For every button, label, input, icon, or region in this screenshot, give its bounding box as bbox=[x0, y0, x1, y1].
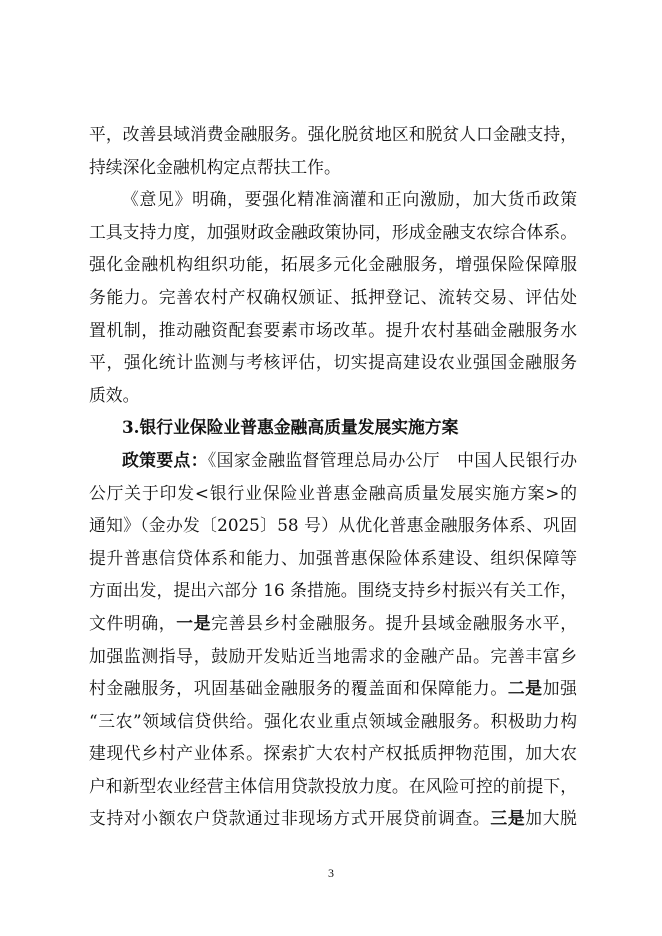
text-line bbox=[89, 444, 577, 477]
text-line: 工具支持力度，加强财政金融政策协同，形成金融支农综合体系。 bbox=[89, 221, 577, 242]
text-span: 《国家金融监督管理总局办公厅 中国人民银行办 bbox=[207, 449, 577, 470]
text-line: 方面出发，提出六部分 16 条措施。围绕支持乡村振兴有关工作， bbox=[89, 580, 577, 601]
text-line: 平，强化统计监测与考核评估，切实提高建设农业强国金融服务 bbox=[89, 352, 577, 373]
text-line: 务能力。完善农村产权确权颁证、抵押登记、流转交易、评估处 bbox=[89, 286, 577, 307]
section-heading: 3.银行业保险业普惠金融高质量发展实施方案 bbox=[122, 417, 459, 438]
text-line: 加强监测指导，鼓励开发贴近当地需求的金融产品。完善丰富乡 bbox=[89, 645, 577, 666]
body-text bbox=[89, 118, 577, 835]
text-line bbox=[89, 802, 577, 835]
text-line: 公厅关于印发<银行业保险业普惠金融高质量发展实施方案>的 bbox=[89, 482, 577, 503]
bold-marker: 三是 bbox=[490, 808, 526, 829]
bold-marker: 二是 bbox=[507, 678, 543, 699]
page-number: 3 bbox=[328, 866, 334, 880]
text-line: 提升普惠信贷体系和能力、加强普惠保险体系建设、组织保障等 bbox=[89, 547, 577, 568]
text-line: 强化金融机构组织功能，拓展多元化金融服务，增强保险保障服 bbox=[89, 254, 577, 275]
text-line: 《意见》明确，要强化精准滴灌和正向激励，加大货币政策 bbox=[122, 189, 577, 210]
text-span: 加强 bbox=[542, 678, 577, 699]
text-span: 加大脱 bbox=[525, 808, 577, 829]
text-span: 完善县乡村金融服务。提升县域金融服务水平， bbox=[211, 612, 577, 633]
text-line: 质效。 bbox=[89, 384, 140, 405]
text-line: 平，改善县域消费金融服务。强化脱贫地区和脱贫人口金融支持， bbox=[89, 124, 577, 144]
text-line: 置机制，推动融资配套要素市场改革。提升农村基础金融服务水 bbox=[89, 319, 577, 340]
text-line: “三农”领域信贷供给。强化农业重点领域金融服务。积极助力构 bbox=[89, 710, 577, 731]
text-span: 文件明确， bbox=[89, 612, 177, 633]
policy-label: 政策要点： bbox=[122, 449, 208, 470]
text-span: 村金融服务，巩固基础金融服务的覆盖面和保障能力。 bbox=[89, 678, 508, 699]
text-span: 支持对小额农户贷款通过非现场方式开展贷前调查。 bbox=[89, 808, 491, 829]
text-line bbox=[89, 607, 577, 640]
bold-marker: 一是 bbox=[176, 612, 212, 633]
text-line: 通知》（金办发〔2025〕58 号）从优化普惠金融服务体系、巩固 bbox=[89, 515, 577, 536]
text-line: 户和新型农业经营主体信用贷款投放力度。在风险可控的前提下， bbox=[89, 775, 577, 796]
text-line: 持续深化金融机构定点帮扶工作。 bbox=[89, 156, 341, 177]
text-line: 建现代乡村产业体系。探索扩大农村产权抵质押物范围，加大农 bbox=[89, 743, 577, 764]
text-line bbox=[89, 672, 577, 705]
